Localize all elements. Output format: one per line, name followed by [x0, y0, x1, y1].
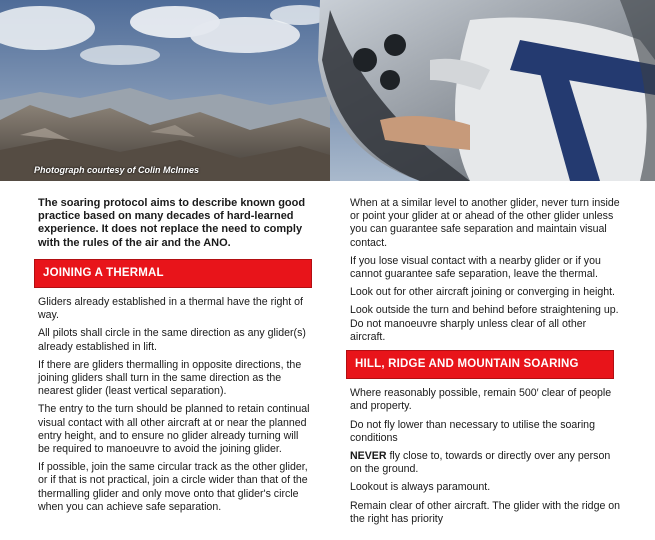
never-text: fly close to, towards or directly over any person on the ground.	[350, 450, 611, 476]
paragraph-never	[350, 450, 622, 476]
paragraph: Look outside the turn and behind before straightening up. Do not manoeuvre sharply unless clear of all other aircraft.	[350, 304, 619, 343]
paragraph: Lookout is always paramount.	[350, 481, 491, 494]
paragraph: Gliders already established in a thermal have the right of way.	[38, 296, 303, 322]
mountain-cockpit-photo	[0, 0, 655, 181]
photo-credit: Photograph courtesy of Colin McInnes	[34, 165, 200, 175]
paragraph: Where reasonably possible, remain 500′ clear of people and property.	[350, 387, 612, 413]
left-column	[38, 197, 310, 519]
paragraph: If possible, join the same circular track as the other glider, or if that is not practical, join a circle wider than that of the thermalling glider and only move onto that glider's circle when you can achieve safe separation.	[38, 461, 308, 513]
paragraph: Do not fly lower than necessary to utilise the soaring conditions	[350, 418, 595, 444]
paragraph: The entry to the turn should be planned to retain continual visual contact with all other aircraft at or near the planned entry height, and to ensure no glider already turning will be required to manoeuvre to avoid the joining glider.	[38, 403, 310, 456]
intro-text: The soaring protocol aims to describe known good practice based on many decades of hard-learned experience. It does not replace the need to comply with the rules of the air and the ANO.	[38, 197, 306, 249]
paragraph: Look out for other aircraft joining or converging in height.	[350, 286, 615, 299]
paragraph: When at a similar level to another glider, never turn inside or point your glider at or ahead of the other glider unless you can guarantee safe separation and maintain visual contact.	[350, 197, 620, 249]
paragraph: If you lose visual contact with a nearby glider or if you cannot guarantee safe separation, leave the thermal.	[350, 254, 601, 281]
header-photo	[0, 0, 655, 181]
heading-joining-thermal: JOINING A THERMAL	[34, 259, 312, 288]
paragraph: If there are gliders thermalling in opposite directions, the joining gliders shall turn in the same direction as the nearest glider (least vertical separation).	[38, 358, 302, 398]
never-emphasis: NEVER	[350, 450, 387, 463]
heading-hill-ridge-mountain: HILL, RIDGE AND MOUNTAIN SOARING	[346, 350, 614, 379]
paragraph: All pilots shall circle in the same direction as any glider(s) already established in lift.	[38, 327, 306, 353]
right-column	[350, 197, 622, 531]
paragraph: Remain clear of other aircraft. The glider with the ridge on the right has priority	[350, 499, 621, 525]
